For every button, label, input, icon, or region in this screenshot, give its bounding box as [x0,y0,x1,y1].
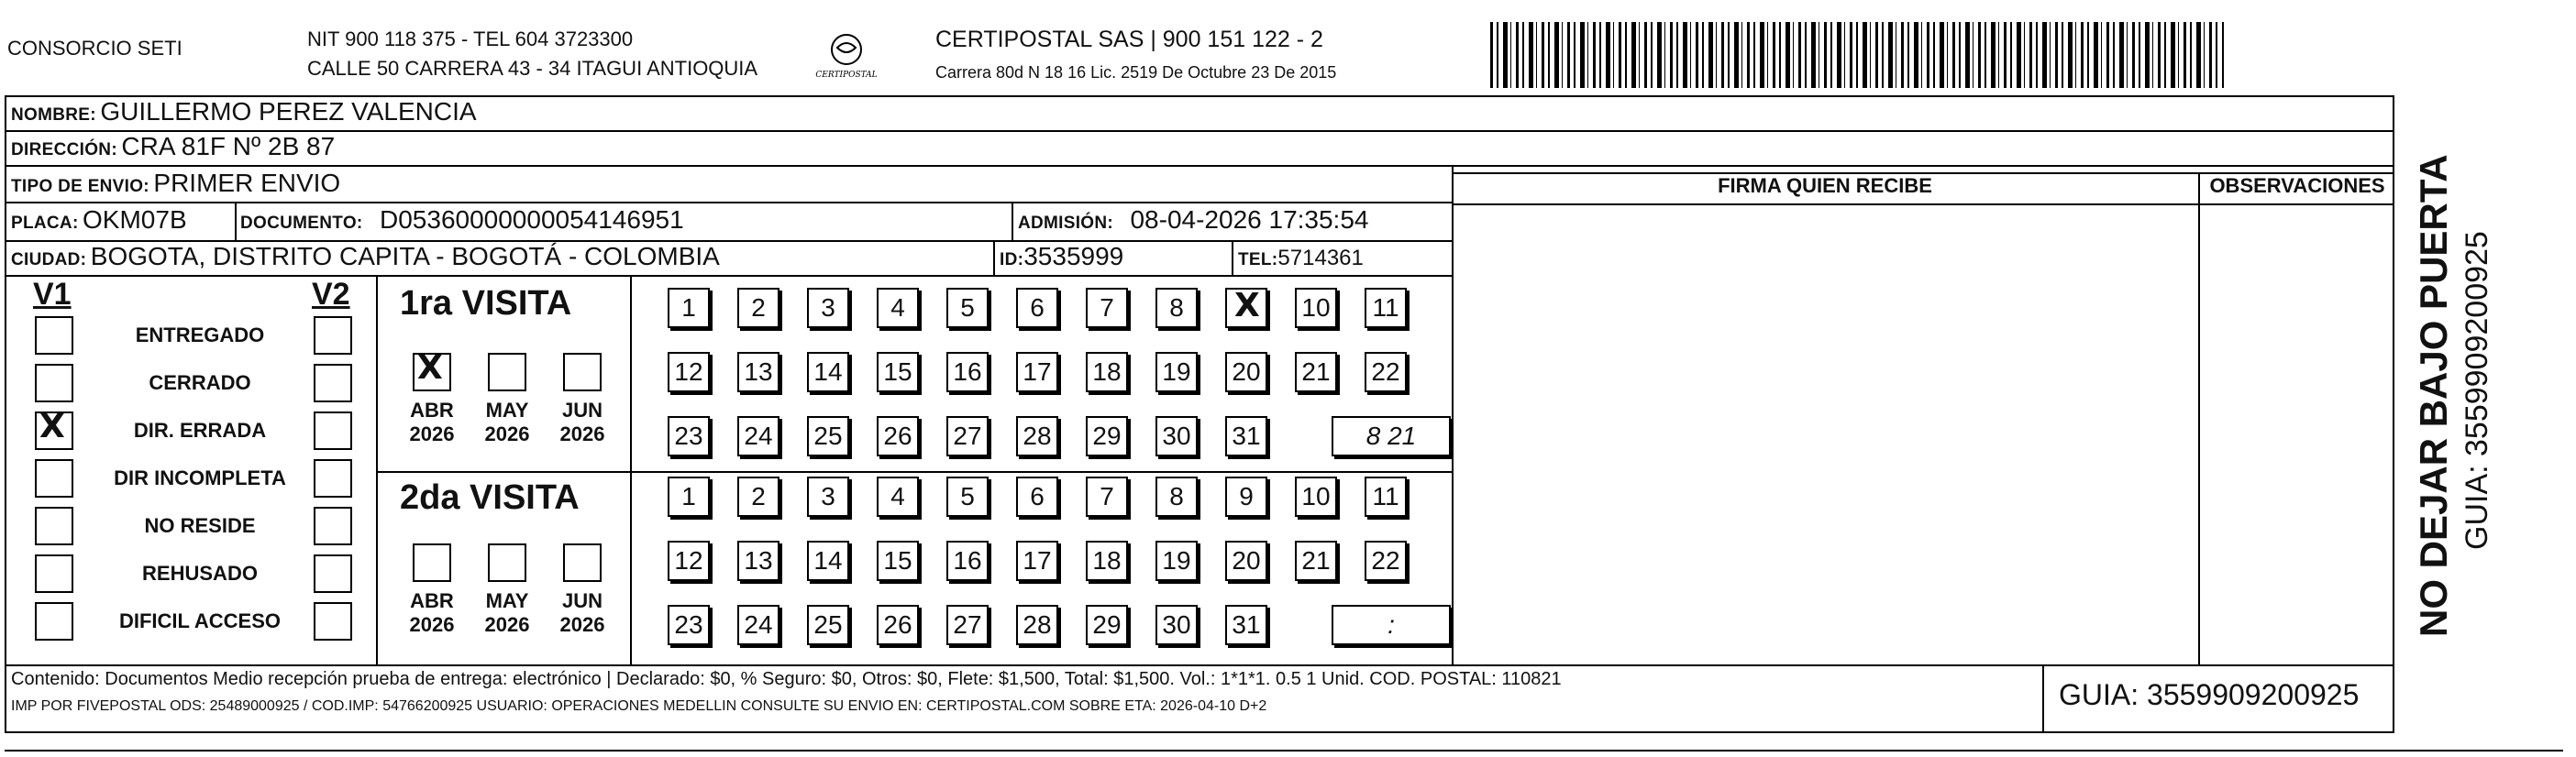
id-value: 3535999 [1023,242,1124,270]
day-box[interactable]: 21 [1295,541,1337,581]
status-label: DIR. ERRADA [133,419,267,442]
v2-checkbox[interactable] [314,411,352,450]
ciudad-cell [11,242,720,271]
month-label: JUN 2026 [559,589,605,636]
carrier-license: Carrera 80d N 18 16 Lic. 2519 De Octubre 23 De 2015 [935,63,1337,82]
v1-checkbox[interactable] [35,507,73,545]
day-box[interactable]: 30 [1155,416,1198,456]
month-checkbox[interactable] [413,543,451,582]
v1-checkbox[interactable] [35,459,73,498]
check-mark: X [1234,287,1260,324]
tipo-envio-row [11,169,340,198]
ciudad-value: BOGOTA, DISTRITO CAPITA - BOGOTÁ - COLOMBIA [90,242,720,270]
day-box[interactable]: 2 [737,477,779,517]
check-mark: X [39,408,65,445]
month-checkbox[interactable] [488,543,526,582]
month-checkbox[interactable] [413,349,451,391]
day-box[interactable]: 19 [1155,352,1198,392]
day-box[interactable]: 23 [668,605,710,645]
nit-line: NIT 900 118 375 - TEL 604 3723300 [307,27,634,50]
day-box[interactable]: 16 [946,541,989,581]
day-box[interactable]: 14 [807,352,849,392]
v1-label: V1 [33,277,72,312]
day-box[interactable]: 29 [1086,605,1128,645]
day-box[interactable]: 9 [1225,477,1267,517]
day-box[interactable]: 22 [1365,352,1407,392]
tipo-envio-value: PRIMER ENVIO [153,169,341,197]
company-name: CONSORCIO SETI [7,37,182,60]
time-box[interactable]: 8 21 [1332,416,1451,456]
day-box[interactable]: 3 [807,288,849,328]
day-box[interactable]: 14 [807,541,849,581]
certipostal-logo [814,31,879,84]
day-box[interactable]: 20 [1225,352,1267,392]
day-box[interactable]: 23 [668,416,710,456]
day-box[interactable]: 25 [807,605,849,645]
day-box[interactable]: 26 [877,416,919,456]
tipo-envio-label: TIPO DE ENVIO: [11,177,149,196]
status-label: NO RESIDE [144,514,256,537]
month-checkbox[interactable] [563,543,602,582]
day-box[interactable]: 15 [877,541,919,581]
v2-checkbox[interactable] [314,459,352,498]
direccion-label: DIRECCIÓN: [11,140,117,159]
admision-value: 08-04-2026 17:35:54 [1130,205,1369,234]
day-box[interactable]: 4 [877,288,919,328]
documento-label: DOCUMENTO: [240,214,363,233]
day-box[interactable]: 17 [1016,352,1058,392]
day-box[interactable]: 1 [668,477,710,517]
day-box[interactable]: 19 [1155,541,1198,581]
ciudad-label: CIUDAD: [11,250,87,269]
day-box[interactable]: 28 [1016,416,1058,456]
day-box[interactable]: 18 [1086,352,1128,392]
v2-checkbox[interactable] [314,507,352,545]
day-box[interactable]: 27 [946,416,989,456]
status-label: DIR INCOMPLETA [114,466,286,489]
day-box[interactable]: 8 [1155,477,1198,517]
day-box[interactable]: 17 [1016,541,1058,581]
time-box[interactable]: : [1332,605,1451,645]
admision-label: ADMISIÓN: [1018,214,1114,233]
day-box[interactable]: 7 [1086,288,1128,328]
check-mark: X [417,349,443,387]
day-box[interactable]: 31 [1225,416,1267,456]
placa-value: OKM07B [83,205,187,234]
nombre-row [11,97,477,126]
day-box[interactable]: 24 [737,605,779,645]
imp-text: IMP POR FIVEPOSTAL ODS: 25489000925 / COD.IMP: 54766200925 USUARIO: OPERACIONES MEDELLIN CONSULTE SU ENVIO EN: CERTIPOSTAL.COM SOBRE ETA: 2026-04-10 D+2 [11,698,1267,714]
footer-guia: GUIA: 3559909200925 [2059,678,2360,711]
day-box[interactable]: 5 [946,288,989,328]
status-label: ENTREGADO [135,324,265,346]
day-box[interactable] [1225,288,1267,328]
day-box[interactable]: 24 [737,416,779,456]
placa-label: PLACA: [11,214,79,233]
day-box[interactable]: 20 [1225,541,1267,581]
day-box[interactable]: 11 [1365,288,1407,328]
day-box[interactable]: 12 [668,541,710,581]
side-guia: GUIA: 3559909200925 [2460,231,2494,550]
day-box[interactable]: 25 [807,416,849,456]
day-box[interactable]: 12 [668,352,710,392]
day-box[interactable]: 16 [946,352,989,392]
v2-checkbox[interactable] [314,364,352,402]
placa-cell [11,205,187,235]
day-box[interactable]: 30 [1155,605,1198,645]
day-box[interactable]: 21 [1295,352,1337,392]
v2-label: V2 [312,277,350,312]
v1-checkbox[interactable] [35,602,73,641]
carrier-line: CERTIPOSTAL SAS | 900 151 122 - 2 [935,27,1323,52]
tel-cell [1238,246,1364,271]
day-box[interactable]: 13 [737,352,779,392]
month-checkbox[interactable] [488,353,526,391]
v1-checkbox[interactable] [35,316,73,355]
day-box[interactable]: 29 [1086,416,1128,456]
day-box[interactable]: 22 [1365,541,1407,581]
firma-header: FIRMA QUIEN RECIBE [1718,174,1932,197]
tel-value: 5714361 [1277,246,1364,270]
nombre-label: NOMBRE: [11,105,96,125]
side-warning: NO DEJAR BAJO PUERTA [2412,154,2455,637]
day-box[interactable]: 8 [1155,288,1198,328]
tel-label: TEL: [1238,250,1278,269]
visit2-title: 2da VISITA [400,478,580,517]
visit1-title: 1ra VISITA [400,284,572,323]
day-box[interactable]: 6 [1016,288,1058,328]
admision-cell [1018,205,1368,235]
day-box[interactable]: 26 [877,605,919,645]
day-box[interactable]: 2 [737,288,779,328]
address-line: CALLE 50 CARRERA 43 - 34 ITAGUI ANTIOQUIA [307,57,758,80]
v2-checkbox[interactable] [314,316,352,355]
svg-text:CERTIPOSTAL: CERTIPOSTAL [815,71,878,80]
documento-value: D05360000000054146951 [380,205,684,234]
day-box[interactable]: 1 [668,288,710,328]
v1-checkbox[interactable] [35,554,73,593]
day-box[interactable]: 3 [807,477,849,517]
day-box[interactable]: 5 [946,477,989,517]
day-box[interactable]: 6 [1016,477,1058,517]
month-label: JUN 2026 [559,399,605,445]
day-box[interactable]: 28 [1016,605,1058,645]
v1-checkbox[interactable] [35,408,73,450]
day-box[interactable]: 27 [946,605,989,645]
status-label: CERRADO [149,371,251,394]
id-label: ID: [1000,250,1024,269]
status-label: REHUSADO [142,562,258,585]
day-box[interactable]: 11 [1365,477,1407,517]
barcode [1490,22,2224,88]
month-label: MAY 2026 [484,589,530,636]
month-label: ABR 2026 [409,589,455,636]
day-box[interactable]: 15 [877,352,919,392]
status-label: DIFICIL ACCESO [118,609,281,632]
month-label: MAY 2026 [484,399,530,445]
day-box[interactable]: 10 [1295,288,1337,328]
contenido-text: Contenido: Documentos Medio recepción prueba de entrega: electrónico | Declarado: $0, % Seguro: $0, Otros: $0, Flete: $1,500, Total: $1,500. Vol.: 1*1*1. 0.5 1 Unid. COD. POSTAL: 110821 [11,669,1562,689]
day-box[interactable]: 7 [1086,477,1128,517]
day-box[interactable]: 4 [877,477,919,517]
nombre-value: GUILLERMO PEREZ VALENCIA [100,97,477,126]
documento-cell [240,205,684,235]
v2-checkbox[interactable] [314,554,352,593]
v2-checkbox[interactable] [314,602,352,641]
id-cell [1000,242,1123,271]
direccion-value: CRA 81F Nº 2B 87 [121,132,336,160]
v1-checkbox[interactable] [35,364,73,402]
day-box[interactable]: 18 [1086,541,1128,581]
month-checkbox[interactable] [563,353,602,391]
day-box[interactable]: 13 [737,541,779,581]
day-box[interactable]: 10 [1295,477,1337,517]
observaciones-header: OBSERVACIONES [2209,174,2385,197]
direccion-row [11,132,335,161]
day-box[interactable]: 31 [1225,605,1267,645]
month-label: ABR 2026 [409,399,455,445]
